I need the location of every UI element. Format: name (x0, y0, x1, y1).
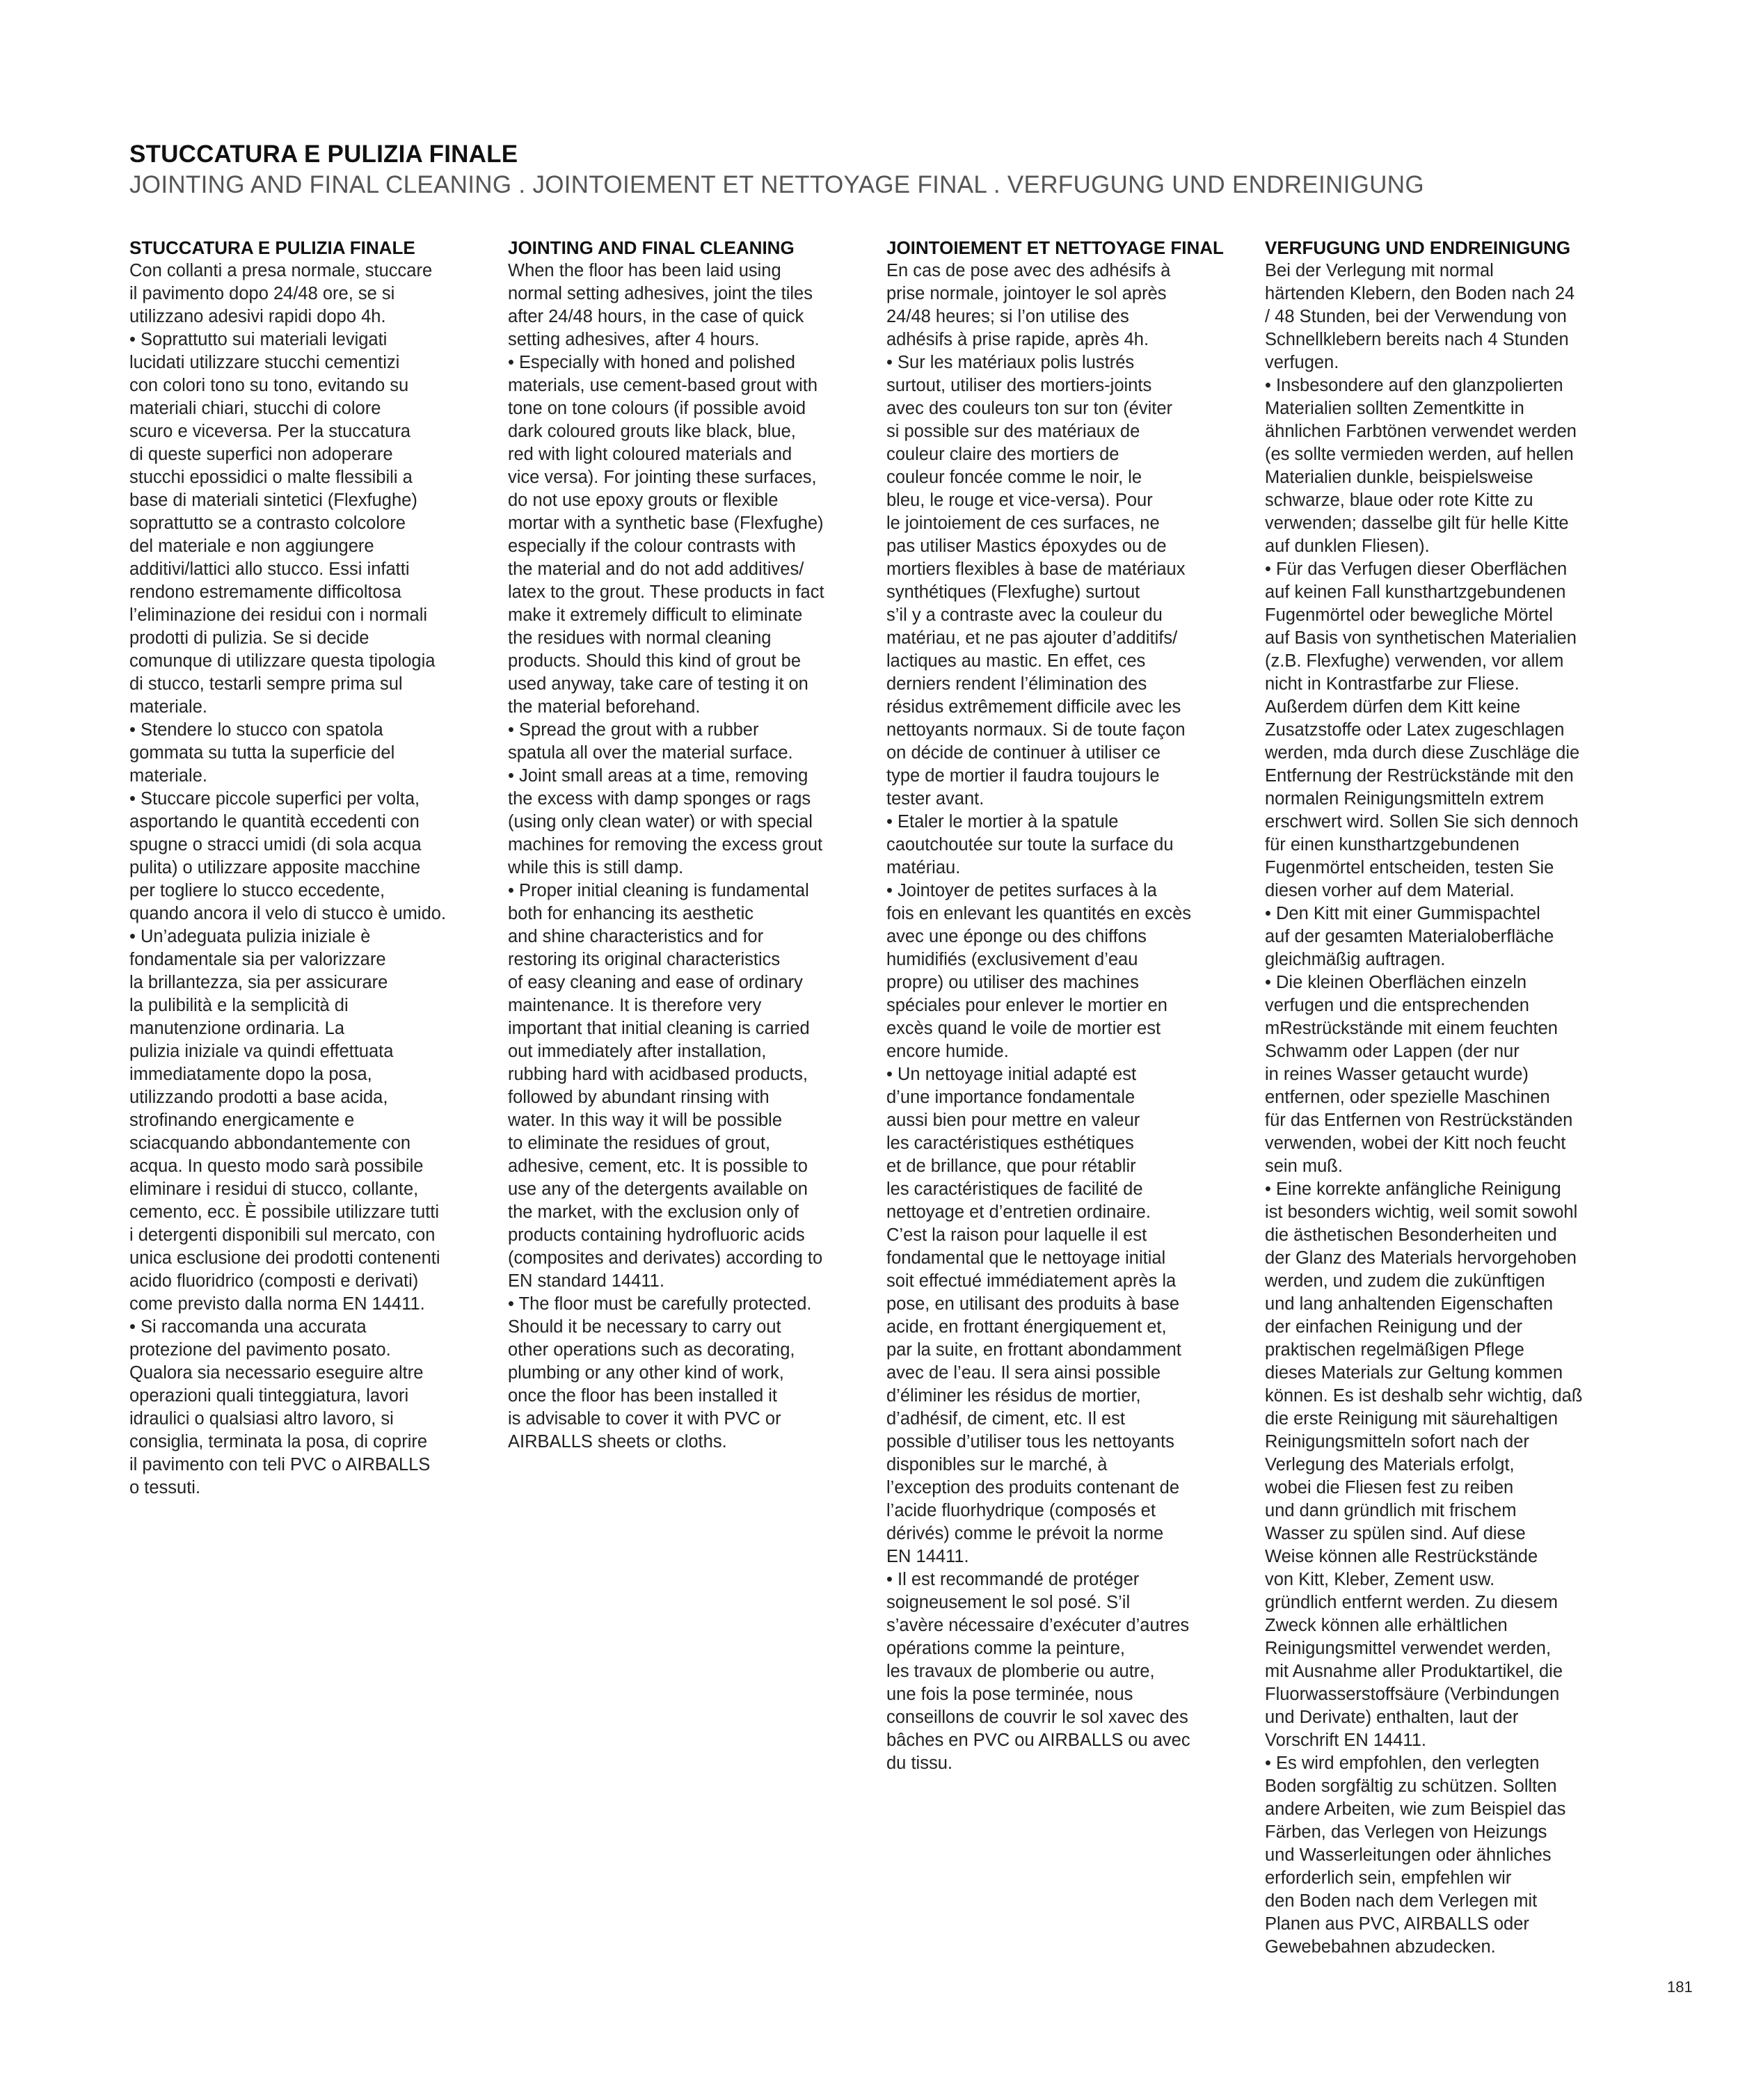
text-line: utilizzano adesivi rapidi dopo 4h. (129, 307, 386, 326)
text-line: lactiques au mastic. En effet, ces (886, 651, 1146, 671)
column-heading: STUCCATURA E PULIZIA FINALE (129, 237, 415, 258)
text-line: setting adhesives, after 4 hours. (508, 330, 760, 349)
text-line: soit effectué immédiatement après la (886, 1271, 1177, 1291)
text-line: materials, use cement-based grout with (508, 376, 818, 395)
text-line: manutenzione ordinaria. La (129, 1019, 345, 1038)
text-line: materiale. (129, 697, 207, 717)
text-line: Verlegung des Materials erfolgt, (1265, 1455, 1515, 1474)
text-line: • Jointoyer de petites surfaces à la (886, 881, 1157, 900)
text-line: followed by abundant rinsing with (508, 1088, 770, 1107)
text-line: und dann gründlich mit frischem (1265, 1501, 1517, 1520)
text-line: i detergenti disponibili sul mercato, con (129, 1225, 436, 1245)
text-line: and shine characteristics and for (508, 927, 764, 946)
text-line: plumbing or any other kind of work, (508, 1363, 784, 1383)
text-line: vice versa). For jointing these surfaces, (508, 468, 817, 487)
text-line: Färben, das Verlegen von Heizungs (1265, 1822, 1547, 1842)
column-italian (129, 237, 498, 1500)
column-body (508, 260, 877, 1454)
text-line: matériau. (886, 858, 961, 877)
text-line: materiale. (129, 766, 207, 786)
text-line: water. In this way it will be possible (508, 1111, 783, 1130)
text-line: Außerdem dürfen dem Kitt keine (1265, 697, 1521, 717)
text-line: bâches en PVC ou AIRBALLS ou avec (886, 1731, 1190, 1750)
text-line: pas utiliser Mastics époxydes ou de (886, 536, 1167, 556)
text-line: • Insbesondere auf den glanzpolierten (1265, 376, 1563, 395)
text-line: machines for removing the excess grout (508, 835, 823, 854)
text-line: the market, with the exclusion only of (508, 1202, 799, 1222)
text-line: dark coloured grouts like black, blue, (508, 422, 796, 441)
text-line: verfugen. (1265, 353, 1339, 372)
text-line: sein muß. (1265, 1156, 1343, 1176)
text-line: Weise können alle Restrückstände (1265, 1547, 1538, 1566)
text-line: auf keinen Fall kunsthartzgebundenen (1265, 582, 1566, 602)
text-line: especially if the colour contrasts with (508, 536, 796, 556)
text-line: dérivés) comme le prévoit la norme (886, 1524, 1164, 1543)
text-line: praktischen regelmäßigen Pflege (1265, 1340, 1524, 1360)
text-line: base di materiali sintetici (Flexfughe) (129, 491, 417, 510)
text-line: für das Entfernen von Restrückständen (1265, 1111, 1573, 1130)
text-line: normal setting adhesives, joint the tiles (508, 284, 813, 303)
text-line: und Derivate) enthalten, laut der (1265, 1708, 1519, 1727)
text-line: Planen aus PVC, AIRBALLS oder (1265, 1914, 1529, 1934)
text-line: additivi/lattici allo stucco. Essi infatti (129, 559, 410, 579)
text-line: und Wasserleitungen oder ähnliches (1265, 1845, 1552, 1865)
column-body (1265, 260, 1634, 1959)
text-line: fondamentale sia per valorizzare (129, 950, 386, 969)
text-line: ähnlichen Farbtönen verwendet werden (1265, 422, 1577, 441)
text-line: (composites and derivates) according to (508, 1248, 823, 1268)
text-line: Materialien sollten Zementkitte in (1265, 399, 1524, 418)
text-line: gommata su tutta la superficie del (129, 743, 395, 763)
text-line: dieses Materials zur Geltung kommen (1265, 1363, 1563, 1383)
text-columns (129, 237, 1618, 2060)
text-line: acqua. In questo modo sarà possibile (129, 1156, 424, 1176)
text-line: andere Arbeiten, wie zum Beispiel das (1265, 1799, 1566, 1819)
text-line: Should it be necessary to carry out (508, 1317, 781, 1337)
text-line: the residues with normal cleaning (508, 628, 772, 648)
text-line: les caractéristiques de facilité de (886, 1179, 1143, 1199)
text-line: latex to the grout. These products in fact (508, 582, 824, 602)
text-line: • Un nettoyage initial adapté est (886, 1065, 1137, 1084)
text-line: Vorschrift EN 14411. (1265, 1731, 1426, 1750)
text-line: rendono estremamente difficoltosa (129, 582, 401, 602)
text-line: use any of the detergents available on (508, 1179, 808, 1199)
text-line: maintenance. It is therefore very (508, 996, 762, 1015)
text-line: erschwert wird. Sollen Sie sich dennoch (1265, 812, 1579, 832)
text-line: soigneusement le sol posé. S’il (886, 1593, 1131, 1612)
text-line: soprattutto se a contrasto colcolore (129, 514, 406, 533)
text-line: mRestrückstände mit einem feuchten (1265, 1019, 1558, 1038)
text-line: Zweck können alle erhältlichen (1265, 1616, 1508, 1635)
text-line: gleichmäßig auftragen. (1265, 950, 1446, 969)
text-line: für einen kunsthartzgebundenen (1265, 835, 1520, 854)
text-line: red with light coloured materials and (508, 445, 792, 464)
text-line: schwarze, blaue oder rote Kitte zu (1265, 491, 1533, 510)
text-line: verwenden; dasselbe gilt für helle Kitte (1265, 514, 1569, 533)
text-line: und lang anhaltenden Eigenschaften (1265, 1294, 1554, 1314)
text-line: of easy cleaning and ease of ordinary (508, 973, 803, 992)
text-line: unica esclusione dei prodotti contenenti (129, 1248, 440, 1268)
text-line: tester avant. (886, 789, 984, 809)
text-line: der einfachen Reinigung und der (1265, 1317, 1523, 1337)
text-line: prodotti di pulizia. Se si decide (129, 628, 369, 648)
text-line: out immediately after installation, (508, 1042, 767, 1061)
text-line: d’une importance fondamentale (886, 1088, 1135, 1107)
column-body (129, 260, 498, 1500)
text-line: acide, en frottant énergiquement et, (886, 1317, 1167, 1337)
text-line: excès quand le voile de mortier est (886, 1019, 1161, 1038)
text-line: avec des couleurs ton sur ton (éviter (886, 399, 1173, 418)
text-line: wobei die Fliesen fest zu reiben (1265, 1478, 1514, 1497)
text-line: eliminare i residui di stucco, collante, (129, 1179, 419, 1199)
text-line: Schwamm oder Lappen (der nur (1265, 1042, 1520, 1061)
text-line: caoutchoutée sur toute la surface du (886, 835, 1174, 854)
text-line: verfugen und die entsprechenden (1265, 996, 1529, 1015)
text-line: type de mortier il faudra toujours le (886, 766, 1160, 786)
text-line: s’il y a contraste avec la couleur du (886, 605, 1163, 625)
text-line: on décide de continuer à utiliser ce (886, 743, 1161, 763)
text-line: avec de l’eau. Il sera ainsi possible (886, 1363, 1161, 1383)
text-line: Bei der Verlegung mit normal (1265, 261, 1494, 280)
text-line: spatula all over the material surface. (508, 743, 793, 763)
text-line: Wasser zu spülen sind. Auf diese (1265, 1524, 1526, 1543)
text-line: avec une éponge ou des chiffons (886, 927, 1147, 946)
text-line: spéciales pour enlever le mortier en (886, 996, 1167, 1015)
text-line: used anyway, take care of testing it on (508, 674, 808, 694)
text-line: Boden sorgfältig zu schützen. Sollten (1265, 1776, 1557, 1796)
text-line: products containing hydrofluoric acids (508, 1225, 805, 1245)
text-line: di queste superfici non adoperare (129, 445, 393, 464)
text-line: En cas de pose avec des adhésifs à (886, 261, 1171, 280)
text-line: protezione del pavimento posato. (129, 1340, 391, 1360)
text-line: • Sur les matériaux polis lustrés (886, 353, 1135, 372)
text-line: Qualora sia necessario eseguire altre (129, 1363, 424, 1383)
text-line: • Proper initial cleaning is fundamental (508, 881, 809, 900)
text-line: When the floor has been laid using (508, 261, 781, 280)
text-line: • The floor must be carefully protected. (508, 1294, 812, 1314)
text-line: • Etaler le mortier à la spatule (886, 812, 1119, 832)
text-line: strofinando energicamente e (129, 1111, 355, 1130)
page-subtitle: JOINTING AND FINAL CLEANING . JOINTOIEMENT ET NETTOYAGE FINAL . VERFUGUNG UND ENDREINIGUNG (129, 171, 1424, 198)
text-line: quando ancora il velo di stucco è umido. (129, 904, 447, 923)
text-line: • Für das Verfugen dieser Oberflächen (1265, 559, 1568, 579)
text-line: erforderlich sein, empfehlen wir (1265, 1868, 1512, 1888)
text-line: di stucco, testarli sempre prima sul (129, 674, 403, 694)
column-english (508, 237, 877, 1454)
text-line: the excess with damp sponges or rags (508, 789, 811, 809)
text-line: scuro e viceversa. Per la stuccatura (129, 422, 410, 441)
text-line: Schnellklebern bereits nach 4 Stunden (1265, 330, 1569, 349)
text-line: l’exception des produits contenant de (886, 1478, 1180, 1497)
text-line: mortar with a synthetic base (Flexfughe) (508, 514, 824, 533)
text-line: fondamental que le nettoyage initial (886, 1248, 1166, 1268)
text-line: il pavimento dopo 24/48 ore, se si (129, 284, 395, 303)
text-line: si possible sur des matériaux de (886, 422, 1140, 441)
text-line: Con collanti a presa normale, stuccare (129, 261, 433, 280)
text-line: fois en enlevant les quantités en excès (886, 904, 1192, 923)
text-line: pulita) o utilizzare apposite macchine (129, 858, 421, 877)
text-line: spugne o stracci umidi (di sola acqua (129, 835, 422, 854)
text-line: humidifiés (exclusivement d’eau (886, 950, 1138, 969)
text-line: consiglia, terminata la posa, di coprire (129, 1432, 428, 1451)
text-line: the material and do not add additives/ (508, 559, 804, 579)
text-line: surtout, utiliser des mortiers-joints (886, 376, 1152, 395)
text-line: o tessuti. (129, 1478, 201, 1497)
text-line: per togliere lo stucco eccedente, (129, 881, 385, 900)
text-line: Fluorwasserstoffsäure (Verbindungen (1265, 1685, 1560, 1704)
text-line: immediatamente dopo la posa, (129, 1065, 372, 1084)
text-line: products. Should this kind of grout be (508, 651, 802, 671)
text-line: to eliminate the residues of grout, (508, 1133, 771, 1153)
text-line: EN standard 14411. (508, 1271, 664, 1291)
text-line: come previsto dalla norma EN 14411. (129, 1294, 425, 1314)
text-line: • Un’adeguata pulizia iniziale è (129, 927, 371, 946)
text-line: Reinigungsmittel verwendet werden, (1265, 1639, 1552, 1658)
page-number: 181 (1667, 1978, 1693, 1996)
text-line: • Den Kitt mit einer Gummispachtel (1265, 904, 1540, 923)
column-french (886, 237, 1255, 1775)
text-line: le jointoiement de ces surfaces, ne (886, 514, 1160, 533)
text-line: (using only clean water) or with special (508, 812, 813, 832)
text-line: mortiers flexibles à base de matériaux (886, 559, 1186, 579)
text-line: • Soprattutto sui materiali levigati (129, 330, 388, 349)
text-line: nettoyage et d’entretien ordinaire. (886, 1202, 1151, 1222)
text-line: after 24/48 hours, in the case of quick (508, 307, 804, 326)
text-line: entfernen, oder spezielle Maschinen (1265, 1088, 1550, 1107)
text-line: disponibles sur le marché, à (886, 1455, 1108, 1474)
text-line: idraulici o qualsiasi altro lavoro, si (129, 1409, 394, 1429)
text-line: gründlich entfernt werden. Zu diesem (1265, 1593, 1558, 1612)
text-line: (es sollte vermieden werden, auf hellen (1265, 445, 1574, 464)
text-line: sciacquando abbondantemente con (129, 1133, 411, 1153)
text-line: diesen vorher auf dem Material. (1265, 881, 1515, 900)
text-line: cemento, ecc. È possibile utilizzare tutti (129, 1202, 440, 1222)
text-line: del materiale e non aggiungere (129, 536, 374, 556)
text-line: adhesive, cement, etc. It is possible to (508, 1156, 808, 1176)
text-line: pose, en utilisant des produits à base (886, 1294, 1180, 1314)
text-line: make it extremely difficult to eliminate (508, 605, 803, 625)
text-line: von Kitt, Kleber, Zement usw. (1265, 1570, 1495, 1589)
column-heading: VERFUGUNG UND ENDREINIGUNG (1265, 237, 1571, 258)
text-line: comunque di utilizzare questa tipologia (129, 651, 436, 671)
text-line: • Eine korrekte anfängliche Reinigung (1265, 1179, 1561, 1199)
text-line: possible d’utiliser tous les nettoyants (886, 1432, 1174, 1451)
text-line: l’acide fluorhydrique (composés et (886, 1501, 1156, 1520)
text-line: • Si raccomanda una accurata (129, 1317, 367, 1337)
text-line: couleur claire des mortiers de (886, 445, 1119, 464)
text-line: do not use epoxy grouts or flexible (508, 491, 779, 510)
text-line: • Especially with honed and polished (508, 353, 795, 372)
text-line: • Il est recommandé de protéger (886, 1570, 1140, 1589)
text-line: auf Basis von synthetischen Materialien (1265, 628, 1577, 648)
text-line: operazioni quali tinteggiatura, lavori (129, 1386, 409, 1406)
text-line: matériau, et ne pas ajouter d’additifs/ (886, 628, 1178, 648)
text-line: synthétiques (Flexfughe) surtout (886, 582, 1140, 602)
text-line: Zusatzstoffe oder Latex zugeschlagen (1265, 720, 1565, 740)
text-line: d’adhésif, de ciment, etc. Il est (886, 1409, 1126, 1429)
text-line: la pulibilità e la semplicità di (129, 996, 349, 1015)
text-line: opérations comme la peinture, (886, 1639, 1126, 1658)
text-line: résidus extrêmement difficile avec les (886, 697, 1181, 717)
text-line: • Stendere lo stucco con spatola (129, 720, 383, 740)
text-line: werden, und zudem die zukünftigen (1265, 1271, 1545, 1291)
text-line: • Es wird empfohlen, den verlegten (1265, 1753, 1540, 1773)
text-line: auf dunklen Fliesen). (1265, 536, 1430, 556)
text-line: couleur foncée comme le noir, le (886, 468, 1142, 487)
text-line: les travaux de plomberie ou autre, (886, 1662, 1155, 1681)
text-line: aussi bien pour mettre en valeur (886, 1111, 1140, 1130)
text-line: stucchi epossidici o malte flessibili a (129, 468, 413, 487)
text-line: härtenden Klebern, den Boden nach 24 (1265, 284, 1575, 303)
text-line: restoring its original characteristics (508, 950, 781, 969)
text-line: rubbing hard with acidbased products, (508, 1065, 808, 1084)
text-line: nicht in Kontrastfarbe zur Fliese. (1265, 674, 1520, 694)
text-line: verwenden, wobei der Kitt noch feucht (1265, 1133, 1566, 1153)
column-body (886, 260, 1255, 1775)
text-line: / 48 Stunden, bei der Verwendung von (1265, 307, 1567, 326)
text-line: können. Es ist deshalb sehr wichtig, daß (1265, 1386, 1583, 1406)
text-line: il pavimento con teli PVC o AIRBALLS (129, 1455, 431, 1474)
text-line: werden, mda durch diese Zuschläge die (1265, 743, 1580, 763)
text-line: et de brillance, que pour rétablir (886, 1156, 1136, 1176)
text-line: acido fluoridrico (composti e derivati) (129, 1271, 419, 1291)
text-line: ist besonders wichtig, weil somit sowohl (1265, 1202, 1578, 1222)
text-line: Fugenmörtel oder bewegliche Mörtel (1265, 605, 1553, 625)
text-line: la brillantezza, sia per assicurare (129, 973, 388, 992)
column-heading: JOINTOIEMENT ET NETTOYAGE FINAL (886, 237, 1224, 258)
text-line: conseillons de couvrir le sol xavec des (886, 1708, 1188, 1727)
text-line: both for enhancing its aesthetic (508, 904, 754, 923)
text-line: bleu, le rouge et vice-versa). Pour (886, 491, 1153, 510)
text-line: other operations such as decorating, (508, 1340, 795, 1360)
text-line: Fugenmörtel entscheiden, testen Sie (1265, 858, 1554, 877)
text-line: EN 14411. (886, 1547, 969, 1566)
page-header (129, 139, 1660, 200)
text-line: (z.B. Flexfughe) verwenden, vor allem (1265, 651, 1564, 671)
text-line: AIRBALLS sheets or cloths. (508, 1432, 727, 1451)
text-line: the material beforehand. (508, 697, 701, 717)
text-line: • Stuccare piccole superfici per volta, (129, 789, 420, 809)
text-line: Entfernung der Restrückstände mit den (1265, 766, 1574, 786)
text-line: par la suite, en frottant abondamment (886, 1340, 1181, 1360)
text-line: • Die kleinen Oberflächen einzeln (1265, 973, 1527, 992)
text-line: once the floor has been installed it (508, 1386, 778, 1406)
text-line: tone on tone colours (if possible avoid (508, 399, 806, 418)
text-line: asportando le quantità eccedenti con (129, 812, 420, 832)
text-line: is advisable to cover it with PVC or (508, 1409, 781, 1429)
text-line: une fois la pose terminée, nous (886, 1685, 1133, 1704)
text-line: propre) ou utiliser des machines (886, 973, 1139, 992)
text-line: pulizia iniziale va quindi effettuata (129, 1042, 394, 1061)
text-line: con colori tono su tono, evitando su (129, 376, 409, 395)
text-line: mit Ausnahme aller Produktartikel, die (1265, 1662, 1563, 1681)
column-heading: JOINTING AND FINAL CLEANING (508, 237, 795, 258)
text-line: C’est la raison pour laquelle il est (886, 1225, 1147, 1245)
text-line: Materialien dunkle, beispielsweise (1265, 468, 1533, 487)
text-line: adhésifs à prise rapide, après 4h. (886, 330, 1149, 349)
text-line: prise normale, jointoyer le sol après (886, 284, 1167, 303)
text-line: die erste Reinigung mit säurehaltigen (1265, 1409, 1558, 1429)
text-line: l’eliminazione dei residui con i normali (129, 605, 428, 625)
text-line: derniers rendent l’élimination des (886, 674, 1147, 694)
text-line: der Glanz des Materials hervorgehoben (1265, 1248, 1577, 1268)
column-german (1265, 237, 1634, 1959)
text-line: nettoyants normaux. Si de toute façon (886, 720, 1186, 740)
text-line: les caractéristiques esthétiques (886, 1133, 1134, 1153)
text-line: den Boden nach dem Verlegen mit (1265, 1891, 1538, 1911)
text-line: du tissu. (886, 1753, 952, 1773)
text-line: d’éliminer les résidus de mortier, (886, 1386, 1141, 1406)
text-line: materiali chiari, stucchi di colore (129, 399, 381, 418)
text-line: Reinigungsmitteln sofort nach der (1265, 1432, 1529, 1451)
text-line: • Spread the grout with a rubber (508, 720, 759, 740)
text-line: encore humide. (886, 1042, 1009, 1061)
text-line: die ästhetischen Besonderheiten und (1265, 1225, 1557, 1245)
text-line: Gewebebahnen abzudecken. (1265, 1937, 1496, 1957)
text-line: utilizzando prodotti a base acida, (129, 1088, 388, 1107)
text-line: • Joint small areas at a time, removing (508, 766, 808, 786)
text-line: s’avère nécessaire d’exécuter d’autres (886, 1616, 1190, 1635)
text-line: normalen Reinigungsmitteln extrem (1265, 789, 1545, 809)
text-line: in reines Wasser getaucht wurde) (1265, 1065, 1529, 1084)
text-line: important that initial cleaning is carried (508, 1019, 810, 1038)
text-line: while this is still damp. (508, 858, 684, 877)
text-line: lucidati utilizzare stucchi cementizi (129, 353, 400, 372)
text-line: 24/48 heures; si l’on utilise des (886, 307, 1129, 326)
page-title: STUCCATURA E PULIZIA FINALE (129, 141, 518, 168)
text-line: auf der gesamten Materialoberfläche (1265, 927, 1554, 946)
